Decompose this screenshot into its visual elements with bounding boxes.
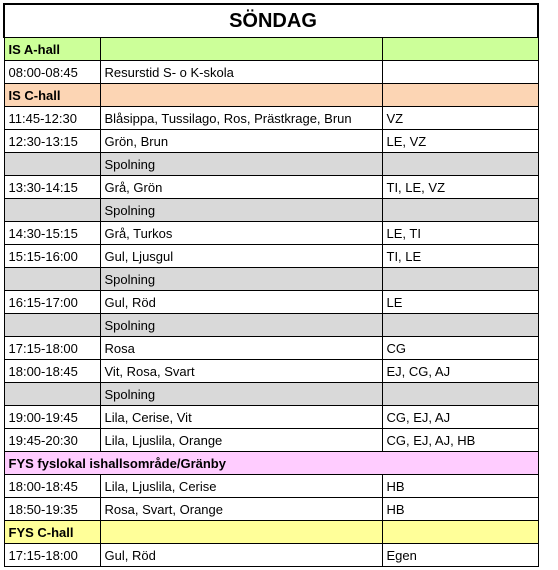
groups-cell: Lila, Cerise, Vit — [100, 406, 382, 429]
schedule-table — [3, 3, 539, 567]
leaders-cell — [382, 268, 538, 291]
leaders-cell: CG — [382, 337, 538, 360]
section-name: IS C-hall — [4, 84, 100, 107]
time-cell: 11:45-12:30 — [4, 107, 100, 130]
time-cell: 13:30-14:15 — [4, 176, 100, 199]
spolning-row — [4, 268, 538, 291]
schedule-row — [4, 130, 538, 153]
schedule-row — [4, 176, 538, 199]
schedule-row — [4, 291, 538, 314]
groups-cell: Rosa, Svart, Orange — [100, 498, 382, 521]
groups-cell: Gul, Röd — [100, 291, 382, 314]
leaders-cell — [382, 199, 538, 222]
schedule-row — [4, 406, 538, 429]
spolning-label: Spolning — [100, 153, 382, 176]
section-name: IS A-hall — [4, 38, 100, 61]
groups-cell: Gul, Röd — [100, 544, 382, 567]
time-cell — [4, 268, 100, 291]
schedule-row — [4, 245, 538, 268]
time-cell: 19:45-20:30 — [4, 429, 100, 452]
section-name: FYS C-hall — [4, 521, 100, 544]
leaders-cell: LE, VZ — [382, 130, 538, 153]
groups-cell: Lila, Ljuslila, Cerise — [100, 475, 382, 498]
leaders-cell: HB — [382, 498, 538, 521]
schedule-row — [4, 429, 538, 452]
time-cell: 08:00-08:45 — [4, 61, 100, 84]
spolning-row — [4, 314, 538, 337]
leaders-cell — [382, 61, 538, 84]
leaders-cell: Egen — [382, 544, 538, 567]
time-cell: 18:50-19:35 — [4, 498, 100, 521]
leaders-cell — [382, 314, 538, 337]
section-header — [4, 452, 538, 475]
time-cell: 17:15-18:00 — [4, 544, 100, 567]
spolning-row — [4, 199, 538, 222]
groups-cell: Vit, Rosa, Svart — [100, 360, 382, 383]
leaders-cell: TI, LE, VZ — [382, 176, 538, 199]
time-cell: 18:00-18:45 — [4, 475, 100, 498]
schedule-row — [4, 61, 538, 84]
groups-cell: Grå, Turkos — [100, 222, 382, 245]
groups-cell: Grön, Brun — [100, 130, 382, 153]
section-blank-cell — [382, 521, 538, 544]
schedule-row — [4, 544, 538, 567]
leaders-cell: LE, TI — [382, 222, 538, 245]
leaders-cell: VZ — [382, 107, 538, 130]
leaders-cell: EJ, CG, AJ — [382, 360, 538, 383]
title-row — [4, 4, 538, 38]
time-cell: 12:30-13:15 — [4, 130, 100, 153]
section-blank-cell — [382, 38, 538, 61]
leaders-cell: HB — [382, 475, 538, 498]
leaders-cell: TI, LE — [382, 245, 538, 268]
schedule-row — [4, 498, 538, 521]
leaders-cell: CG, EJ, AJ — [382, 406, 538, 429]
spolning-row — [4, 383, 538, 406]
spolning-label: Spolning — [100, 314, 382, 337]
time-cell — [4, 314, 100, 337]
time-cell: 19:00-19:45 — [4, 406, 100, 429]
time-cell: 15:15-16:00 — [4, 245, 100, 268]
groups-cell: Grå, Grön — [100, 176, 382, 199]
section-name: FYS fyslokal ishallsområde/Gränby — [4, 452, 538, 475]
groups-cell: Rosa — [100, 337, 382, 360]
spolning-row — [4, 153, 538, 176]
groups-cell: Resurstid S- o K-skola — [100, 61, 382, 84]
schedule-row — [4, 475, 538, 498]
spolning-label: Spolning — [100, 199, 382, 222]
groups-cell: Lila, Ljuslila, Orange — [100, 429, 382, 452]
section-blank-cell — [382, 84, 538, 107]
schedule-row — [4, 337, 538, 360]
leaders-cell: CG, EJ, AJ, HB — [382, 429, 538, 452]
schedule-row — [4, 107, 538, 130]
time-cell: 18:00-18:45 — [4, 360, 100, 383]
schedule-row — [4, 360, 538, 383]
section-header — [4, 84, 538, 107]
section-header — [4, 521, 538, 544]
spolning-label: Spolning — [100, 268, 382, 291]
time-cell — [4, 153, 100, 176]
groups-cell: Gul, Ljusgul — [100, 245, 382, 268]
section-blank-cell — [100, 38, 382, 61]
section-header — [4, 38, 538, 61]
section-blank-cell — [100, 521, 382, 544]
spolning-label: Spolning — [100, 383, 382, 406]
section-blank-cell — [100, 84, 382, 107]
time-cell: 16:15-17:00 — [4, 291, 100, 314]
leaders-cell: LE — [382, 291, 538, 314]
time-cell: 14:30-15:15 — [4, 222, 100, 245]
page-title: SÖNDAG — [4, 4, 538, 38]
schedule-row — [4, 222, 538, 245]
time-cell — [4, 383, 100, 406]
leaders-cell — [382, 383, 538, 406]
groups-cell: Blåsippa, Tussilago, Ros, Prästkrage, Brun — [100, 107, 382, 130]
time-cell: 17:15-18:00 — [4, 337, 100, 360]
leaders-cell — [382, 153, 538, 176]
time-cell — [4, 199, 100, 222]
